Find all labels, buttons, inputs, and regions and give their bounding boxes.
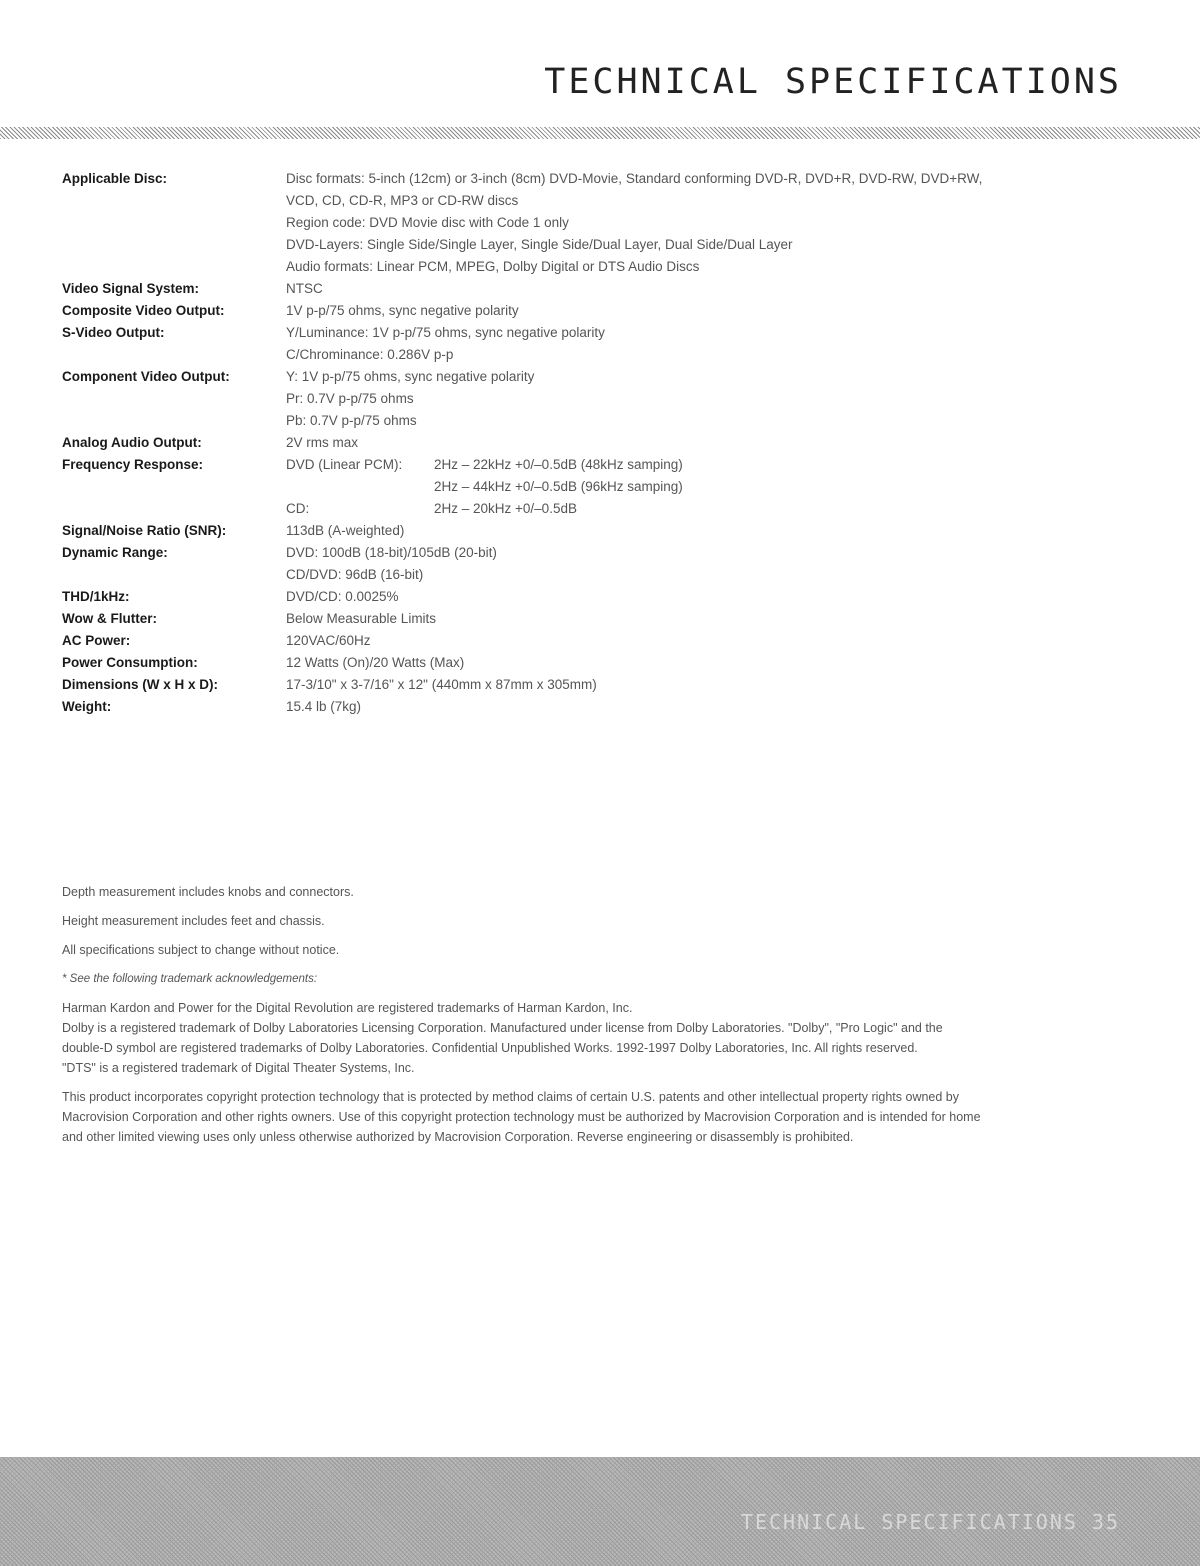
spec-value xyxy=(286,366,1062,432)
spec-value xyxy=(286,630,1062,652)
spec-label: Analog Audio Output: xyxy=(62,435,202,450)
spec-row xyxy=(62,696,1062,718)
spec-row xyxy=(62,608,1062,630)
spec-value-line: Below Measurable Limits xyxy=(286,611,437,626)
spec-label: Applicable Disc: xyxy=(62,171,168,186)
spec-row xyxy=(62,674,1062,696)
page-number: 35 xyxy=(1091,1510,1120,1534)
spec-value-line: C/Chrominance: 0.286V p-p xyxy=(286,347,454,362)
footnote-depth: Depth measurement includes knobs and connectors. xyxy=(62,885,354,899)
footnote-trademark-intro: * See the following trademark acknowledgements: xyxy=(62,973,318,985)
macrovision-line-3: and other limited viewing uses only unless otherwise authorized by Macrovision Corporation. Reverse engineering or disassembly is prohibited. xyxy=(62,1130,854,1144)
macrovision-line-2: Macrovision Corporation and other rights owners. Use of this copyright protection technology must be authorized by Macrovision Corporation and is intended for home xyxy=(62,1110,981,1124)
spec-label: THD/1kHz: xyxy=(62,589,130,604)
spec-label: Composite Video Output: xyxy=(62,303,225,318)
spec-table xyxy=(62,168,1062,718)
spec-label: Signal/Noise Ratio (SNR): xyxy=(62,523,227,538)
spec-label: Power Consumption: xyxy=(62,655,198,670)
spec-value-line: 1V p-p/75 ohms, sync negative polarity xyxy=(286,303,519,318)
freq-source: CD: xyxy=(286,501,310,516)
footer-section-title: TECHNICAL SPECIFICATIONS xyxy=(740,1510,1078,1534)
spec-row xyxy=(62,630,1062,652)
freq-row xyxy=(286,476,1062,498)
spec-row xyxy=(62,652,1062,674)
spec-label: S-Video Output: xyxy=(62,325,165,340)
freq-value: 2Hz – 20kHz +0/–0.5dB xyxy=(434,501,577,516)
spec-value-line: VCD, CD, CD-R, MP3 or CD-RW discs xyxy=(286,193,519,208)
spec-value xyxy=(286,300,1062,322)
spec-value-line: DVD: 100dB (18-bit)/105dB (20-bit) xyxy=(286,545,497,560)
spec-value-line: 15.4 lb (7kg) xyxy=(286,699,362,714)
header-rule xyxy=(0,127,1200,139)
spec-row xyxy=(62,432,1062,454)
page-title: TECHNICAL SPECIFICATIONS xyxy=(544,62,1122,102)
trademark-harman: Harman Kardon and Power for the Digital Revolution are registered trademarks of Harman Kardon, Inc. xyxy=(62,1001,633,1015)
footnote-height: Height measurement includes feet and chassis. xyxy=(62,914,325,928)
spec-value xyxy=(286,520,1062,542)
spec-row xyxy=(62,168,1062,278)
spec-value-line: Disc formats: 5-inch (12cm) or 3-inch (8cm) DVD-Movie, Standard conforming DVD-R, DVD+R, DVD-RW, DVD+RW, xyxy=(286,171,983,186)
freq-source: DVD (Linear PCM): xyxy=(286,457,403,472)
spec-row xyxy=(62,454,1062,520)
spec-label: Dimensions (W x H x D): xyxy=(62,677,219,692)
spec-label: Component Video Output: xyxy=(62,369,230,384)
spec-row xyxy=(62,542,1062,586)
freq-row xyxy=(286,498,1062,520)
spec-row xyxy=(62,586,1062,608)
spec-label: Weight: xyxy=(62,699,112,714)
spec-label: Dynamic Range: xyxy=(62,545,168,560)
footer xyxy=(741,1510,1120,1534)
spec-label: Frequency Response: xyxy=(62,457,204,472)
spec-row xyxy=(62,520,1062,542)
spec-value-line: 2V rms max xyxy=(286,435,359,450)
spec-value-line: Y/Luminance: 1V p-p/75 ohms, sync negative polarity xyxy=(286,325,605,340)
spec-row xyxy=(62,278,1062,300)
trademark-dolby-line-2: double-D symbol are registered trademarks of Dolby Laboratories. Confidential Unpublished Works. 1992-1997 Dolby Laboratories, Inc. All rights reserved. xyxy=(62,1041,918,1055)
spec-value xyxy=(286,674,1062,696)
spec-label: AC Power: xyxy=(62,633,131,648)
spec-value-line: Audio formats: Linear PCM, MPEG, Dolby Digital or DTS Audio Discs xyxy=(286,259,700,274)
spec-label: Wow & Flutter: xyxy=(62,611,157,626)
spec-value-line: 12 Watts (On)/20 Watts (Max) xyxy=(286,655,465,670)
spec-label: Video Signal System: xyxy=(62,281,200,296)
spec-value-line: CD/DVD: 96dB (16-bit) xyxy=(286,567,424,582)
spec-value-line: Region code: DVD Movie disc with Code 1 only xyxy=(286,215,569,230)
spec-value xyxy=(286,652,1062,674)
spec-value xyxy=(286,608,1062,630)
freq-value: 2Hz – 44kHz +0/–0.5dB (96kHz samping) xyxy=(434,479,683,494)
macrovision-line-1: This product incorporates copyright protection technology that is protected by method claims of certain U.S. patents and other intellectual property rights owned by xyxy=(62,1090,960,1104)
spec-value-line: Pb: 0.7V p-p/75 ohms xyxy=(286,413,417,428)
spec-value-line: NTSC xyxy=(286,281,323,296)
footnotes xyxy=(62,882,1102,1147)
spec-value-line: 120VAC/60Hz xyxy=(286,633,371,648)
footnote-change: All specifications subject to change without notice. xyxy=(62,943,340,957)
spec-value xyxy=(286,322,1062,366)
spec-value-line: 17-3/10" x 3-7/16" x 12" (440mm x 87mm x 305mm) xyxy=(286,677,597,692)
spec-value xyxy=(286,586,1062,608)
spec-value-line: Pr: 0.7V p-p/75 ohms xyxy=(286,391,414,406)
freq-row xyxy=(286,454,1062,476)
spec-value-line: DVD-Layers: Single Side/Single Layer, Single Side/Dual Layer, Dual Side/Dual Layer xyxy=(286,237,793,252)
spec-value xyxy=(286,278,1062,300)
spec-row xyxy=(62,322,1062,366)
spec-value-line: 113dB (A-weighted) xyxy=(286,523,405,538)
trademark-dolby-line-1: Dolby is a registered trademark of Dolby Laboratories Licensing Corporation. Manufactured under license from Dolby Laboratories. "Dolby", "Pro Logic" and the xyxy=(62,1021,943,1035)
spec-value xyxy=(286,696,1062,718)
trademark-dts: "DTS" is a registered trademark of Digital Theater Systems, Inc. xyxy=(62,1061,415,1075)
spec-value-line: Y: 1V p-p/75 ohms, sync negative polarity xyxy=(286,369,535,384)
freq-source xyxy=(286,476,434,498)
freq-value: 2Hz – 22kHz +0/–0.5dB (48kHz samping) xyxy=(434,457,683,472)
spec-value xyxy=(286,454,1062,520)
spec-value xyxy=(286,542,1062,586)
spec-value-line: DVD/CD: 0.0025% xyxy=(286,589,399,604)
spec-value xyxy=(286,168,1062,278)
spec-value xyxy=(286,432,1062,454)
spec-row xyxy=(62,366,1062,432)
spec-row xyxy=(62,300,1062,322)
